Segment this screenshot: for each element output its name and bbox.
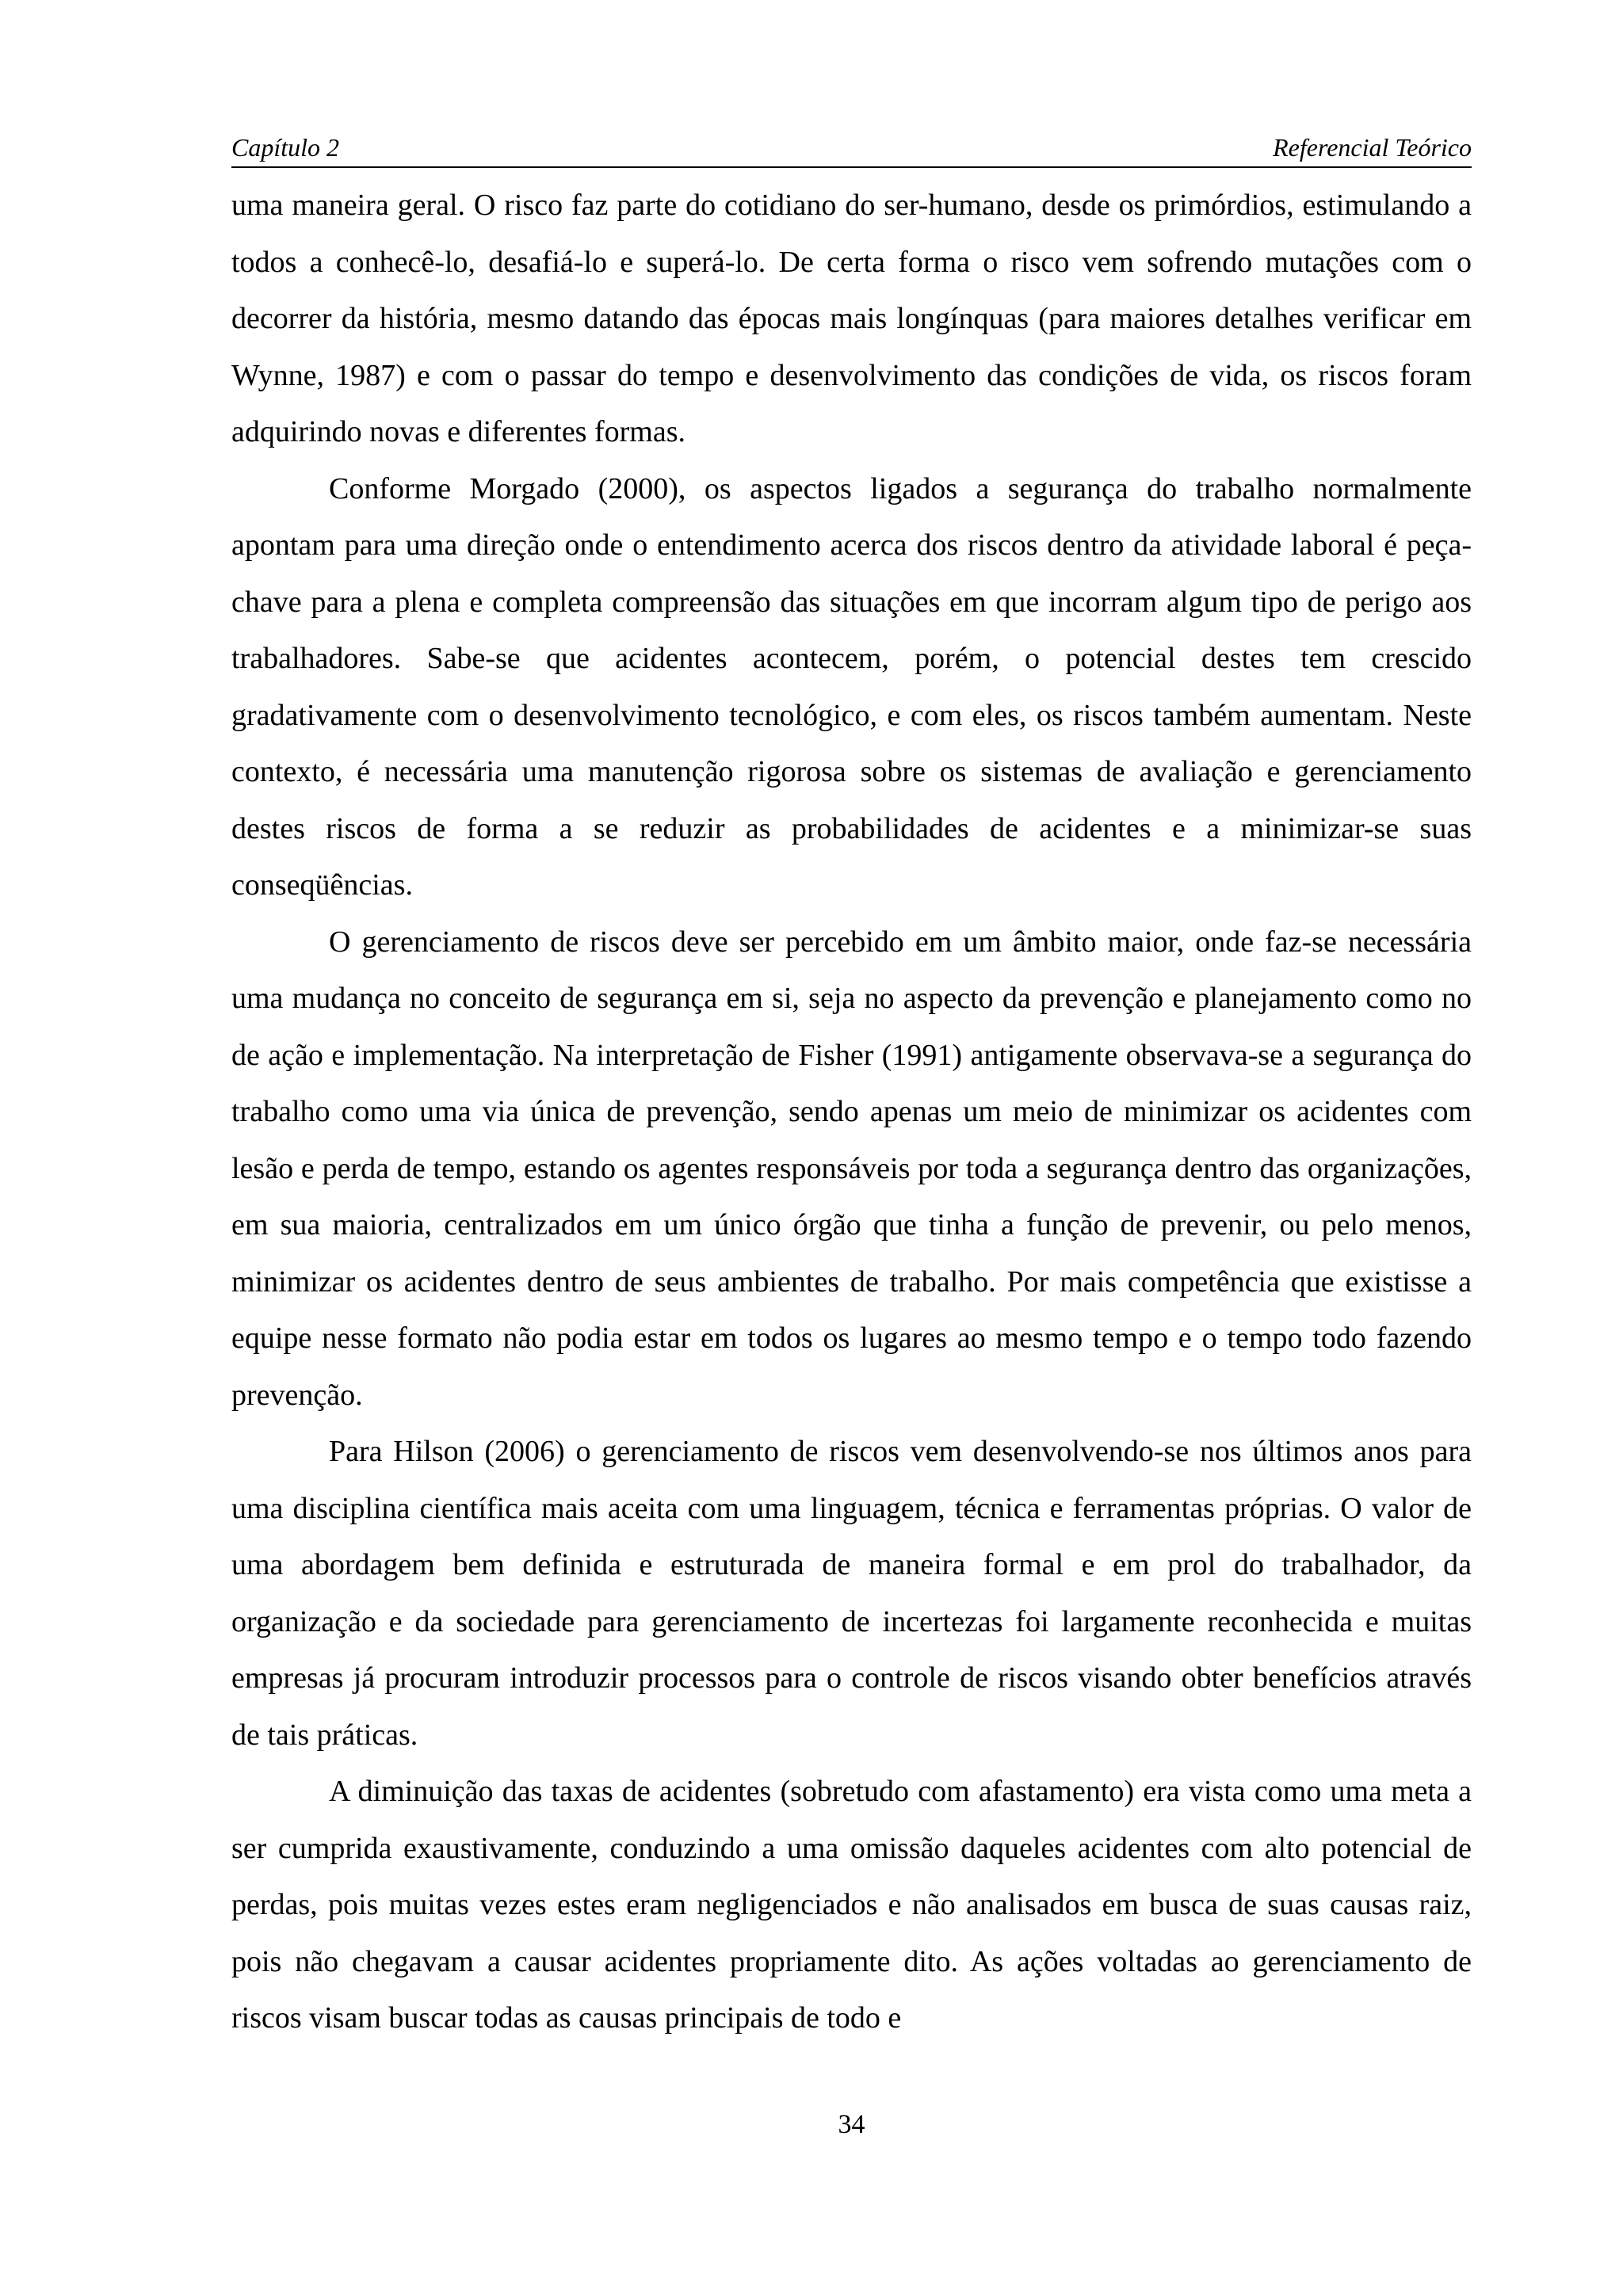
paragraph-continued: uma maneira geral. O risco faz parte do cotidiano do ser-humano, desde os primórdios, estimulando a todos a conhecê-lo, desafiá-lo e superá-lo. De certa forma o risco vem sofrendo mutações com o decorrer da história, mesmo datando das épocas mais longínquas (para maiores detalhes verificar em Wynne, 1987) e com o passar do tempo e desenvolvimento das condições de vida, os riscos foram adquirindo novas e diferentes formas.: [231, 189, 1472, 448]
paragraph: O gerenciamento de riscos deve ser percebido em um âmbito maior, onde faz-se necessária uma mudança no conceito de segurança em si, seja no aspecto da prevenção e planejamento como no de ação e implementação. Na interpretação de Fisher (1991) antigamente observava-se a segurança do trabalho como uma via única de prevenção, sendo apenas um meio de minimizar os acidentes com lesão e perda de tempo, estando os agentes responsáveis por toda a segurança dentro das organizações, em sua maioria, centralizados em um único órgão que tinha a função de prevenir, ou pelo menos, minimizar os acidentes dentro de seus ambientes de trabalho. Por mais competência que existisse a equipe nesse formato não podia estar em todos os lugares ao mesmo tempo e o tempo todo fazendo prevenção.: [231, 925, 1472, 1412]
paragraph: Conforme Morgado (2000), os aspectos ligados a segurança do trabalho normalmente apontam para uma direção onde o entendimento acerca dos riscos dentro da atividade laboral é peça-chave para a plena e completa compreensão das situações em que incorram algum tipo de perigo aos trabalhadores. Sabe-se que acidentes acontecem, porém, o potencial destes tem crescido gradativamente com o desenvolvimento tecnológico, e com eles, os riscos também aumentam. Neste contexto, é necessária uma manutenção rigorosa sobre os sistemas de avaliação e gerenciamento destes riscos de forma a se reduzir as probabilidades de acidentes e a minimizar-se suas conseqüências.: [231, 471, 1472, 902]
page-number: 34: [838, 2110, 865, 2139]
chapter-label: Capítulo 2: [231, 133, 340, 162]
body-text: [231, 177, 1472, 2047]
paragraph: A diminuição das taxas de acidentes (sobretudo com afastamento) era vista como uma meta a ser cumprida exaustivamente, conduzindo a uma omissão daqueles acidentes com alto potencial de perdas, pois muitas vezes estes eram negligenciados e não analisados em busca de suas causas raiz, pois não chegavam a causar acidentes propriamente dito. As ações voltadas ao gerenciamento de riscos visam buscar todas as causas principais de todo e: [231, 1775, 1472, 2035]
document-page: [231, 127, 1472, 2266]
running-header: [231, 127, 1472, 168]
section-label: Referencial Teórico: [1273, 133, 1472, 162]
paragraph: Para Hilson (2006) o gerenciamento de riscos vem desenvolvendo-se nos últimos anos para uma disciplina científica mais aceita com uma linguagem, técnica e ferramentas próprias. O valor de uma abordagem bem definida e estruturada de maneira formal e em prol do trabalhador, da organização e da sociedade para gerenciamento de incertezas foi largamente reconhecida e muitas empresas já procuram introduzir processos para o controle de riscos visando obter benefícios através de tais práticas.: [231, 1435, 1472, 1752]
